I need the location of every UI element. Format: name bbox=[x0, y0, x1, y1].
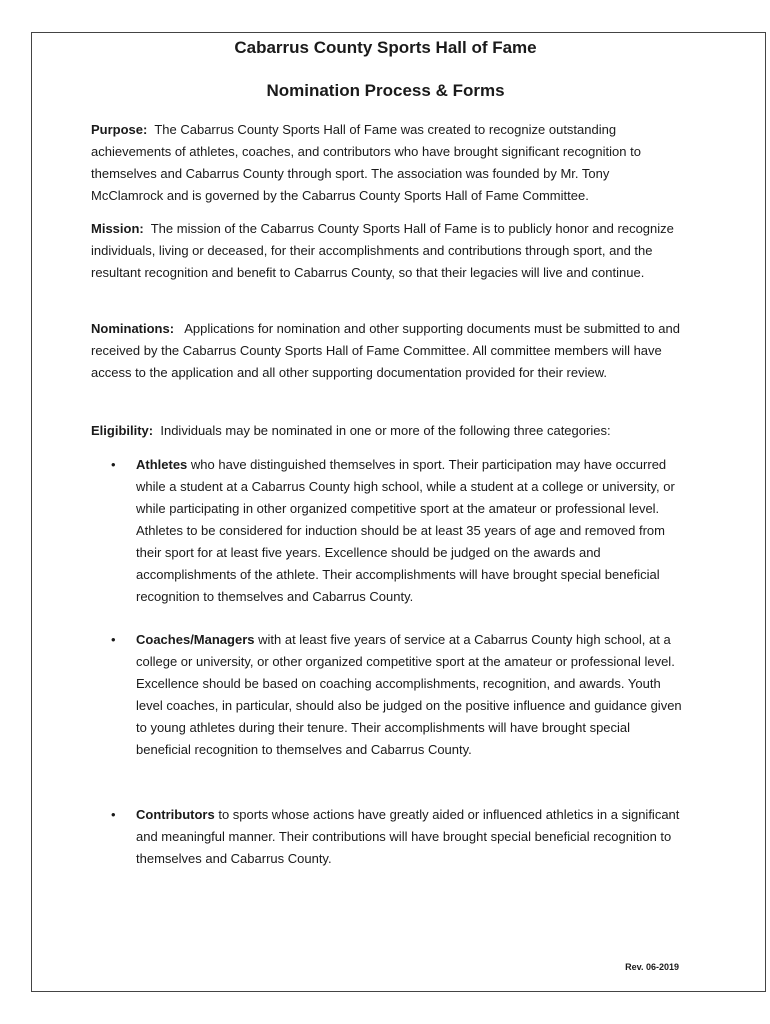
purpose-text: The Cabarrus County Sports Hall of Fame was created to recognize outstanding achievements of athletes, coaches, and contributors who have brought significant recognition to themselves and Cabarrus County through sport. The association was founded by Mr. Tony McClamrock and is governed by the Cabarrus County Sports Hall of Fame Committee. bbox=[91, 122, 641, 203]
mission-text: The mission of the Cabarrus County Sports Hall of Fame is to publicly honor and recognize individuals, living or deceased, for their accomplishments and contributions through sport, and the resultant recognition and benefit to Cabarrus County, so that their legacies will live and continue. bbox=[91, 221, 674, 280]
eligibility-paragraph bbox=[91, 420, 683, 442]
list-item bbox=[111, 629, 686, 761]
nominations-paragraph bbox=[91, 318, 683, 384]
bullet-icon: • bbox=[111, 807, 116, 822]
category-text: to sports whose actions have greatly aided or influenced athletics in a significant and meaningful manner. Their contributions will have brought special beneficial recognition to themselves and Cabarrus County. bbox=[136, 807, 680, 866]
purpose-label: Purpose: bbox=[91, 122, 148, 137]
list-item bbox=[111, 454, 686, 608]
document-subtitle: Nomination Process & Forms bbox=[266, 81, 505, 100]
revision-label: Rev. 06-2019 bbox=[625, 962, 679, 972]
mission-label: Mission: bbox=[91, 221, 144, 236]
nominations-label: Nominations: bbox=[91, 321, 175, 336]
mission-paragraph bbox=[91, 218, 683, 284]
category-text: with at least five years of service at a Cabarrus County high school, at a college or university, or other organized competitive sport at the amateur or professional level. Excellence should be based on coaching accomplishments, recognition, and awards. Youth level coaches, in particular, should also be judged on the positive influence and guidance given to young athletes during their tenure. Their accomplishments will have brought special beneficial recognition to themselves and Cabarrus County. bbox=[136, 632, 682, 757]
list-item bbox=[111, 804, 686, 870]
category-term: Athletes bbox=[136, 457, 188, 472]
bullet-icon: • bbox=[111, 457, 116, 472]
nominations-text: Applications for nomination and other supporting documents must be submitted to and received by the Cabarrus County Sports Hall of Fame Committee. All committee members will have access to the application and all other supporting documentation provided for their review. bbox=[91, 321, 680, 380]
eligibility-text: Individuals may be nominated in one or more of the following three categories: bbox=[160, 423, 611, 438]
category-text: who have distinguished themselves in sport. Their participation may have occurred while a student at a Cabarrus County high school, while a student at a college or university, or while participating in other organized competitive sport at the amateur or professional level. Athletes to be considered for induction should be at least 35 years of age and removed from their sport for at least five years. Excellence should be judged on the awards and accomplishments of the athlete. Their accomplishments will have brought special beneficial recognition to themselves and Cabarrus County. bbox=[136, 457, 675, 604]
document-title: Cabarrus County Sports Hall of Fame bbox=[234, 38, 537, 57]
bullet-icon: • bbox=[111, 632, 116, 647]
purpose-paragraph bbox=[91, 119, 683, 207]
category-term: Coaches/Managers bbox=[136, 632, 255, 647]
category-term: Contributors bbox=[136, 807, 215, 822]
eligibility-label: Eligibility: bbox=[91, 423, 154, 438]
